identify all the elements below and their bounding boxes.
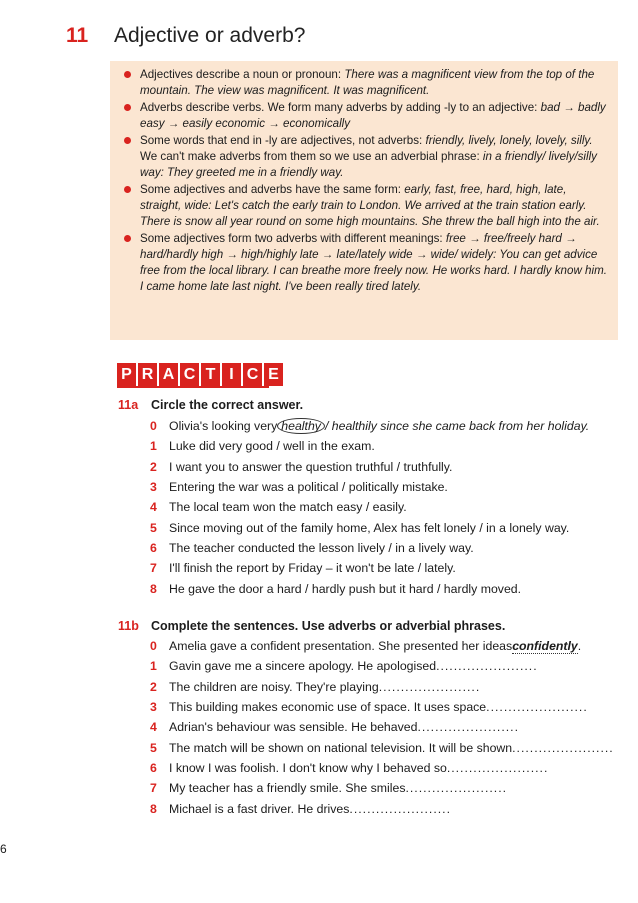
answer-blank: ......................: [446, 760, 544, 775]
exercise-item: 5 Since moving out of the family home, Alex has felt lonely / in a lonely way.: [150, 520, 570, 535]
exercise-item: 6 The teacher conducted the lesson lively / in a lively way.: [150, 540, 474, 555]
exercise-item: 3 This building makes economic use of space. It uses space ...................... .: [150, 700, 587, 715]
grammar-rules-box: [110, 61, 618, 340]
answer-blank: ......................: [436, 659, 534, 674]
example-answer: confidently: [512, 638, 578, 653]
answer-blank: ......................: [405, 781, 503, 796]
exercise-item: 5 The match will be shown on national television. It will be shown ...................... .: [150, 740, 613, 755]
unit-number: 11: [66, 24, 89, 47]
exercise-a-header: 11a Circle the correct answer.: [118, 398, 304, 412]
answer-blank: ......................: [417, 720, 515, 735]
exercise-item: 7 I'll finish the report by Friday – it won't be late / lately.: [150, 561, 456, 576]
exercise-item: 3 Entering the war was a political / politically mistake.: [150, 480, 448, 495]
exercise-b-header: 11b Complete the sentences. Use adverbs or adverbial phrases.: [118, 619, 506, 633]
page-number: 6: [0, 842, 7, 856]
exercise-item: 6 I know I was foolish. I don't know why I behaved so ...................... .: [150, 760, 548, 775]
exercise-item: 4 Adrian's behaviour was sensible. He behaved ...................... .: [150, 720, 519, 735]
rule-item: Some adjectives and adverbs have the same form: early, fast, free, hard, high, late, straight, wide: Let's catch the early train to London. We arrived at the train station early. There is snow all year round on some high mountains. She threw the ball high into the air.: [122, 182, 608, 230]
exercise-a-list: [150, 416, 589, 599]
rule-item: Adverbs describe verbs. We form many adverbs by adding -ly to an adjective: bad → badly easy → easily economic → economically: [122, 100, 608, 132]
exercise-item: 2 I want you to answer the question truthful / truthfully.: [150, 459, 453, 474]
exercise-item: 0 Olivia's looking very healthy / healthily since she came back from her holiday.: [150, 419, 590, 434]
practice-banner: P R A C T I C E: [117, 363, 283, 386]
bullet-icon: [124, 186, 131, 193]
unit-title: Adjective or adverb?: [114, 24, 306, 47]
exercise-item: 0 Amelia gave a confident presentation. She presented her ideas confidently .: [150, 638, 582, 654]
bullet-icon: [124, 71, 131, 78]
exercise-item: 8 Michael is a fast driver. He drives ...................... .: [150, 801, 451, 816]
rule-item: Some adjectives form two adverbs with different meanings: free → free/freely hard → hard/hardly high → high/highly late → late/lately wide → wide/ widely: You can get advice free from the local library. I can breathe more freely now. He works hard. I hardly know him. I came home late last night. I've been really tired lately.: [122, 231, 608, 295]
answer-blank: ......................: [349, 801, 447, 816]
answer-blank: ......................: [378, 679, 476, 694]
bullet-icon: [124, 235, 131, 242]
exercise-item: 8 He gave the door a hard / hardly push but it hard / hardly moved.: [150, 581, 522, 596]
exercise-item: 1 Luke did very good / well in the exam.: [150, 439, 375, 454]
rule-item: Some words that end in -ly are adjectives, not adverbs: friendly, lively, lonely, lovely, silly. We can't make adverbs from them so we use an adverbial phrase: in a friendly/ lively/silly way: They greeted me in a friendly way.: [122, 133, 608, 181]
unit-header: [66, 24, 305, 48]
bullet-icon: [124, 104, 131, 111]
practice-divider: [117, 386, 269, 388]
bullet-icon: [124, 137, 131, 144]
exercise-item: 4 The local team won the match easy / easily.: [150, 500, 407, 515]
exercise-item: 7 My teacher has a friendly smile. She smiles ...................... .: [150, 781, 507, 796]
exercise-item: 2 The children are noisy. They're playing ...................... .: [150, 679, 480, 694]
exercise-item: 1 Gavin gave me a sincere apology. He apologised ...................... .: [150, 659, 537, 674]
circled-answer: healthy: [277, 418, 325, 434]
answer-blank: ......................: [512, 740, 610, 755]
exercise-b-list: [150, 636, 613, 819]
answer-blank: ......................: [486, 700, 584, 715]
rule-item: Adjectives describe a noun or pronoun: There was a magnificent view from the top of the mountain. The view was magnificent. It was magnificent.: [122, 67, 608, 99]
